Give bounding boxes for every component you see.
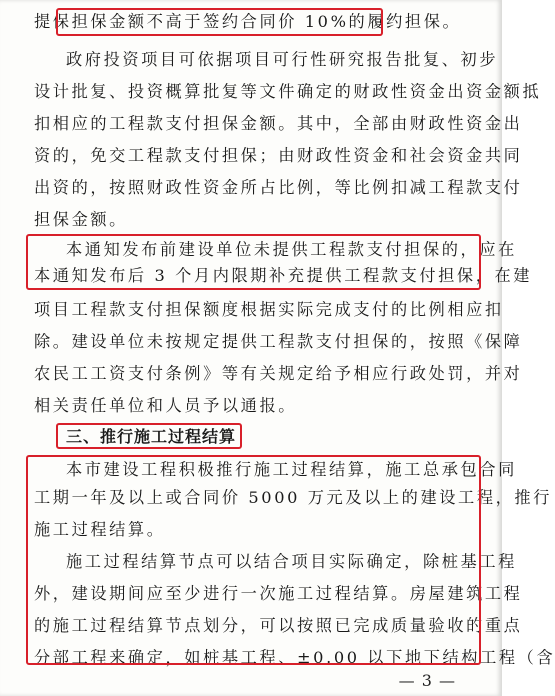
page-number: — 3 —	[398, 671, 456, 690]
text-line: 工期一年及以上或合同价 5000 万元及以上的建设工程，推行	[34, 488, 552, 507]
text-line: 提保担保金额不高于签约合同价 10%的履约担保。	[34, 12, 462, 31]
text-line: 除。建设单位未按规定提供工程款支付担保的，按照《保障	[34, 332, 523, 351]
text-line: 相关责任单位和人员予以通报。	[34, 396, 298, 415]
text-line: 本通知发布后 3 个月内限期补充提供工程款支付担保，在建	[34, 266, 533, 285]
section-heading: 三、推行施工过程结算	[66, 427, 237, 446]
text-line: 设计批复、投资概算批复等文件确定的财政性资金出资金额抵	[34, 82, 542, 101]
text-line: 担保金额。	[34, 210, 128, 229]
text-line: 政府投资项目可依据项目可行性研究报告批复、初步	[66, 50, 499, 69]
text-line: 本市建设工程积极推行施工过程结算，施工总承包合同	[66, 460, 517, 479]
text-line: 项目工程款支付担保额度根据实际完成支付的比例相应扣	[34, 300, 504, 319]
text-line: 施工过程结算。	[34, 520, 166, 539]
text-line: 的施工过程结算节点划分，可以按照已完成质量验收的重点	[34, 616, 523, 635]
text-line: 施工过程结算节点可以结合项目实际确定，除桩基工程	[66, 552, 517, 571]
text-line: 分部工程来确定，如桩基工程、±0.00 以下地下结构工程（含	[34, 648, 555, 667]
text-line: 外，建设期间应至少进行一次施工过程结算。房屋建筑工程	[34, 584, 523, 603]
text-line: 本通知发布前建设单位未提供工程款支付担保的，应在	[66, 240, 517, 259]
text-line: 扣相应的工程款支付担保金额。其中，全部由财政性资金出	[34, 114, 523, 133]
text-line: 资的，免交工程款支付担保；由财政性资金和社会资金共同	[34, 146, 523, 165]
text-line: 农民工工资支付条例》等有关规定给予相应行政处罚，并对	[34, 364, 523, 383]
text-line: 出资的，按照财政性资金所占比例，等比例扣减工程款支付	[34, 178, 523, 197]
